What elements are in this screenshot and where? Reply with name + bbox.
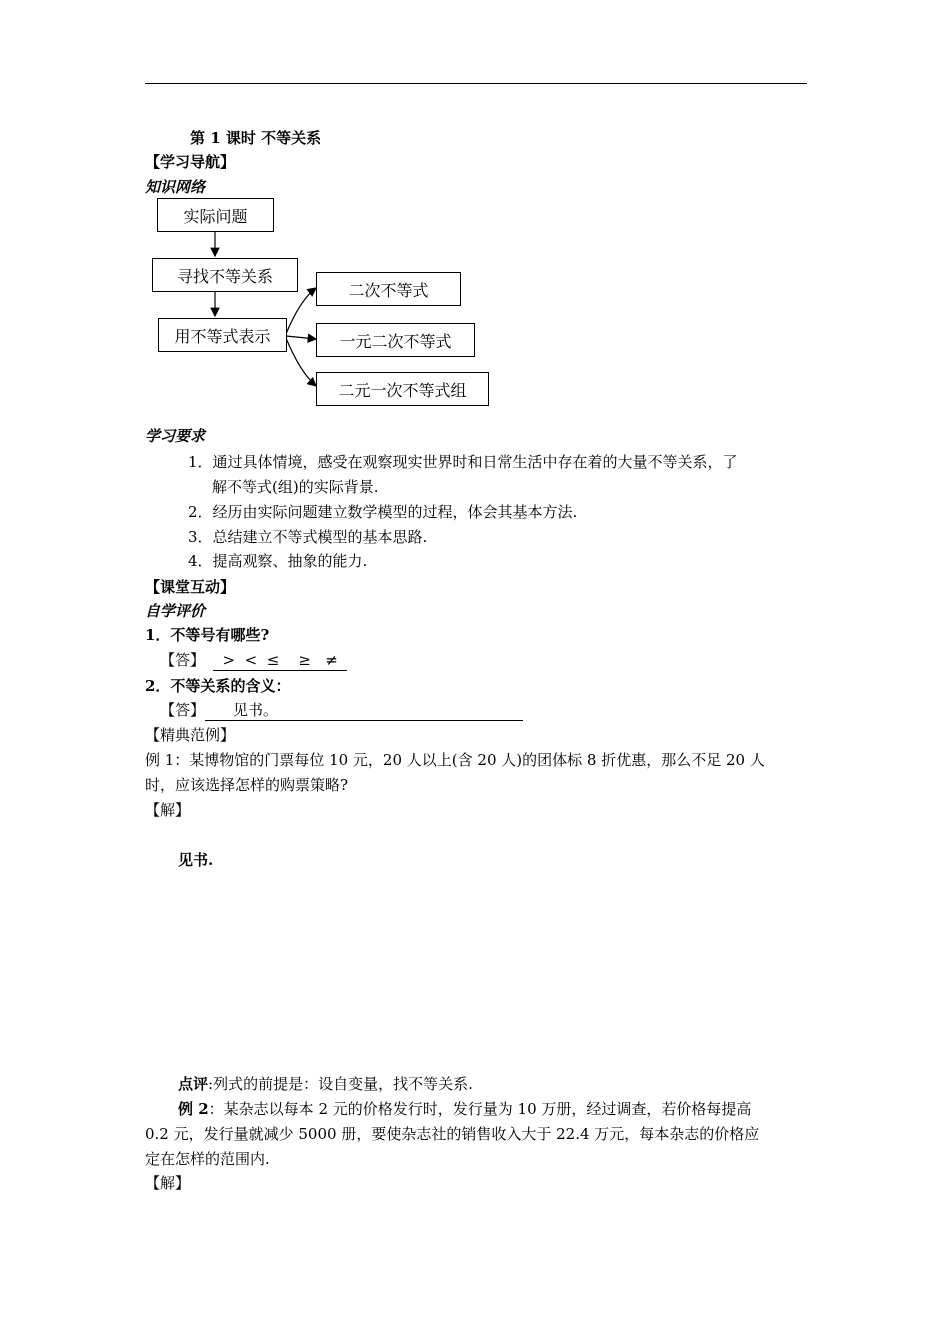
answer-value: > < ≤ ≥ ≠ xyxy=(213,651,348,669)
requirement-item: 1．通过具体情境，感受在观察现实世界时和日常生活中存在着的大量不等关系，了 xyxy=(188,453,738,471)
section-class-interaction: 【课堂互动】 xyxy=(145,578,236,596)
section-self-evaluation: 自学评价 xyxy=(145,602,206,620)
example-1-text: 时，应该选择怎样的购票策略? xyxy=(145,776,349,794)
example-2-label: 例 2 xyxy=(178,1100,209,1118)
flow-box-real-problem: 实际问题 xyxy=(157,198,274,232)
arrow-to-one-var xyxy=(286,336,316,339)
example-2-text: 0.2 元，发行量就减少 5000 册，要使杂志社的销售收入大于 22.4 万元，每本杂志的价格应 xyxy=(145,1125,760,1143)
section-study-requirements: 学习要求 xyxy=(145,427,206,445)
solution-label: 【解】 xyxy=(145,801,191,819)
section-study-nav: 【学习导航】 xyxy=(145,153,236,171)
section-knowledge-net: 知识网络 xyxy=(145,178,206,196)
example-1-text: 例 1：某博物馆的门票每位 10 元，20 人以上(含 20 人)的团体标 8 折优惠，那么不足 20 人 xyxy=(145,751,765,769)
flow-box-find-relation: 寻找不等关系 xyxy=(152,258,298,292)
answer-2 xyxy=(160,700,523,721)
requirement-item: 3．总结建立不等式模型的基本思路. xyxy=(188,528,428,546)
arrow-to-two-var xyxy=(286,338,316,386)
solution-label: 【解】 xyxy=(145,1174,191,1192)
lesson-title: 第 1 课时 不等关系 xyxy=(190,129,322,147)
requirement-item: 2．经历由实际问题建立数学模型的过程，体会其基本方法. xyxy=(188,503,578,521)
comment-text: :列式的前提是：设自变量，找不等关系. xyxy=(208,1075,473,1093)
example-2-text: 定在怎样的范围内. xyxy=(145,1150,270,1168)
requirement-item: 解不等式(组)的实际背景. xyxy=(212,478,379,496)
flow-box-express: 用不等式表示 xyxy=(158,318,287,352)
answer-label: 【答】 xyxy=(160,701,206,719)
comment-label: 点评 xyxy=(178,1075,209,1093)
question-2: 2．不等关系的含义： xyxy=(145,677,291,695)
answer-1 xyxy=(160,650,347,671)
answer-label: 【答】 xyxy=(160,651,206,669)
flow-box-two-var-system: 二元一次不等式组 xyxy=(316,372,489,406)
flow-box-quadratic: 二次不等式 xyxy=(316,272,461,306)
question-1: 1．不等号有哪些? xyxy=(145,626,270,644)
example-2-line: ：某杂志以每本 2 元的价格发行时，发行量为 10 万册，经过调查，若价格每提高 xyxy=(208,1100,752,1118)
arrow-to-quadratic xyxy=(286,288,316,334)
flowchart-arrows xyxy=(0,0,950,420)
example-1-comment xyxy=(178,1074,473,1094)
section-examples: 【精典范例】 xyxy=(145,726,236,744)
requirement-item: 4．提高观察、抽象的能力. xyxy=(188,552,368,570)
answer-value: 见书。 xyxy=(205,700,523,721)
example-1-solution: 见书. xyxy=(178,851,214,869)
flow-box-one-var-quadratic: 一元二次不等式 xyxy=(316,323,475,357)
example-2-text xyxy=(178,1099,751,1119)
